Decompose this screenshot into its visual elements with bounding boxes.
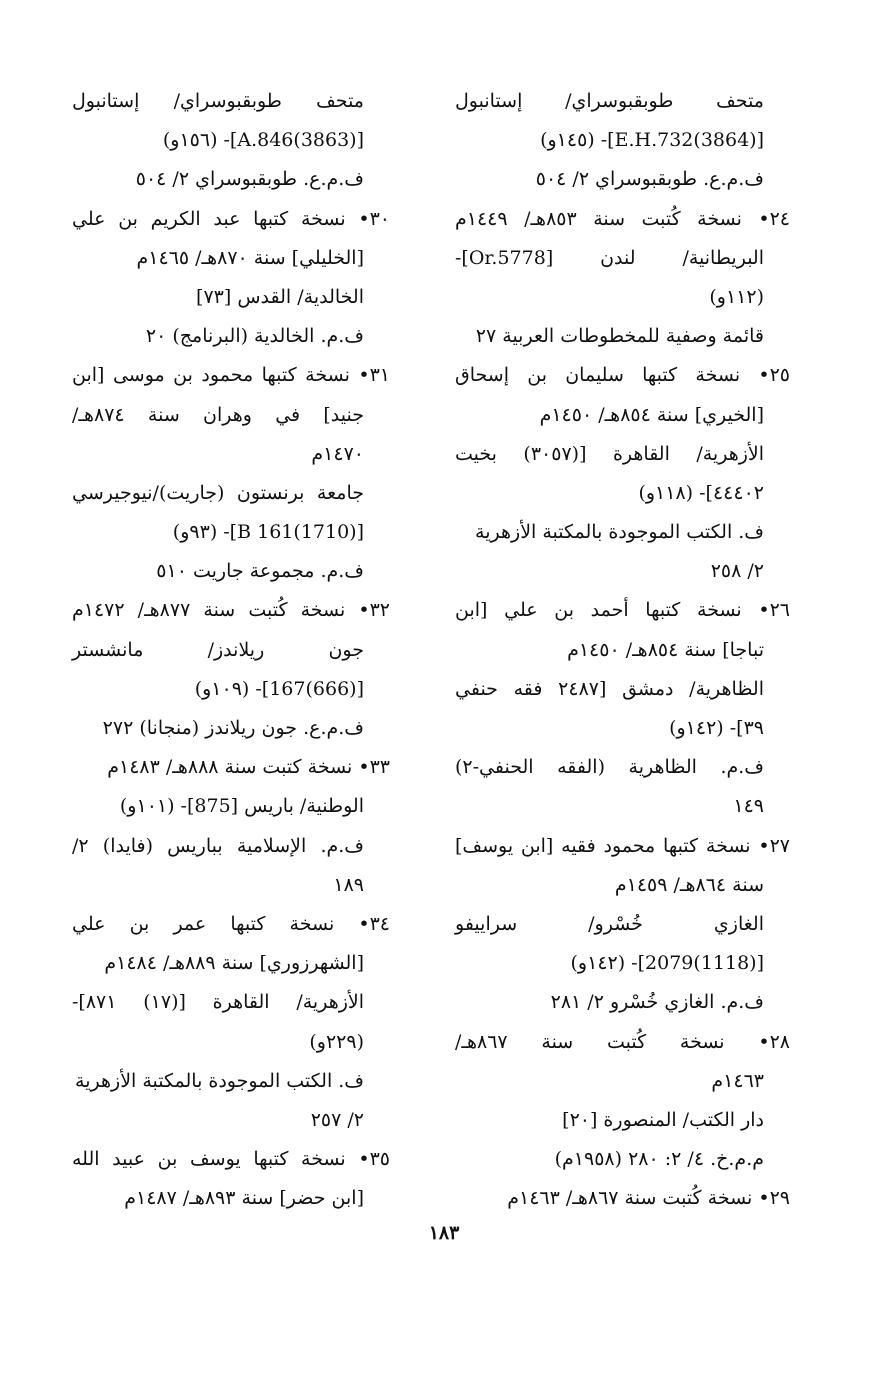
text-line: الخالدية/ القدس [٧٣] bbox=[196, 285, 364, 308]
text-line: (٢٢٩و) bbox=[309, 1030, 364, 1053]
entry-heading: ٢٦• نسخة كتبها أحمد بن علي [ابن bbox=[455, 599, 790, 622]
entry-heading: ٢٧• نسخة كتبها محمود فقيه [ابن يوسف] bbox=[455, 834, 790, 857]
entry-heading: ٢٤• نسخة كُتبت سنة ٨٥٣هـ/ ١٤٤٩م bbox=[455, 207, 790, 230]
text-line: البريطانية/ لندن [Or.5778]- bbox=[455, 246, 764, 269]
text-line: م.م.خ. ٤/ ٢: ٢٨٠ (١٩٥٨م) bbox=[554, 1148, 764, 1171]
text-line: [(3864)E.H.732]- (١٤٥و) bbox=[540, 129, 764, 152]
text-line: متحف طوبقبوسراي/ إستانبول bbox=[455, 90, 764, 112]
text-line: الأزهرية/ القاهرة [(٣٠٥٧) بخيت bbox=[455, 442, 764, 465]
entry-heading: ٣٣• نسخة كتبت سنة ٨٨٨هـ/ ١٤٨٣م bbox=[107, 756, 390, 779]
text-line: [الخليلي] سنة ٨٧٠هـ/ ١٤٦٥م bbox=[136, 246, 364, 269]
text-line: ٤٤٤٠٢]- (١١٨و) bbox=[638, 481, 764, 504]
text-line: ف.م. الظاهرية (الفقه الحنفي-٢) bbox=[455, 756, 764, 779]
page-number: ١٨٣ bbox=[428, 1222, 460, 1244]
text-line: ١٨٩ bbox=[333, 873, 364, 896]
text-line: ٢/ ٢٥٨ bbox=[710, 560, 764, 583]
text-line: الأزهرية/ القاهرة [(١٧) ٨٧١]- bbox=[72, 991, 364, 1014]
text-line: ف.م. الغازي خُسْرو ٢/ ٢٨١ bbox=[550, 991, 764, 1014]
text-line: متحف طوبقبوسراي/ إستانبول bbox=[72, 90, 364, 112]
text-line: ف.م. مجموعة جاريت ٥١٠ bbox=[156, 560, 364, 583]
text-line: قائمة وصفية للمخطوطات العربية ٢٧ bbox=[475, 325, 764, 348]
text-line: ٢/ ٢٥٧ bbox=[310, 1108, 364, 1131]
text-line: [(1118)2079]- (١٤٢و) bbox=[570, 952, 764, 975]
text-line: (١١٢و) bbox=[709, 285, 764, 308]
entry-heading: ٣٢• نسخة كُتبت سنة ٨٧٧هـ/ ١٤٧٢م bbox=[72, 599, 390, 622]
entry-heading: ٢٨• نسخة كُتبت سنة ٨٦٧هـ/ bbox=[455, 1030, 790, 1053]
text-line: جون ريلاندز/ مانشستر bbox=[72, 638, 364, 661]
text-line: [الشهرزوري] سنة ٨٨٩هـ/ ١٤٨٤م bbox=[104, 952, 364, 975]
text-line: ١٤٧٠م bbox=[311, 442, 364, 465]
entry-heading: ٣٠• نسخة كتبها عبد الكريم بن علي bbox=[72, 207, 390, 230]
text-line: دار الكتب/ المنصورة [٢٠] bbox=[562, 1108, 764, 1131]
text-line: ٣٩]- (١٤٢و) bbox=[669, 717, 764, 739]
text-line: الظاهرية/ دمشق [٢٤٨٧ فقه حنفي bbox=[455, 677, 764, 700]
text-line: [(1710)161 B]- (٩٣و) bbox=[172, 521, 364, 544]
text-line: ١٤٩ bbox=[733, 795, 764, 818]
text-line: ف. الكتب الموجودة بالمكتبة الأزهرية bbox=[75, 1069, 364, 1092]
text-line: ف.م.ع. طوبقبوسراي ٢/ ٥٠٤ bbox=[535, 168, 764, 191]
text-line: ف.م.ع. جون ريلاندز (منجانا) ٢٧٢ bbox=[102, 717, 364, 739]
entry-heading: ٢٥• نسخة كتبها سليمان بن إسحاق bbox=[455, 364, 790, 387]
text-line: ف.م. الإسلامية بباريس (فايدا) ٢/ bbox=[72, 834, 364, 857]
text-line: ف.م.ع. طوبقبوسراي ٢/ ٥٠٤ bbox=[135, 168, 364, 191]
text-line: جنيد] في وهران سنة ٨٧٤هـ/ bbox=[72, 403, 364, 426]
text-line: ف.م. الخالدية (البرنامج) ٢٠ bbox=[145, 325, 364, 348]
text-line: ١٤٦٣م bbox=[711, 1069, 764, 1092]
text-line: [ابن حضر] سنة ٨٩٣هـ/ ١٤٨٧م bbox=[124, 1187, 364, 1210]
entry-heading: ٣٥• نسخة كتبها يوسف بن عبيد الله bbox=[72, 1148, 390, 1171]
entry-heading: ٣٤• نسخة كتبها عمر بن علي bbox=[72, 912, 390, 935]
text-line: [الخيري] سنة ٨٥٤هـ/ ١٤٥٠م bbox=[539, 403, 764, 426]
text-line: ف. الكتب الموجودة بالمكتبة الأزهرية bbox=[475, 521, 764, 544]
entry-heading: ٣١• نسخة كتبها محمود بن موسى [ابن bbox=[72, 364, 390, 387]
right-column bbox=[455, 82, 790, 1218]
text-line: [(3863)A.846]- (١٥٦و) bbox=[162, 129, 364, 152]
text-line: سنة ٨٦٤هـ/ ١٤٥٩م bbox=[614, 873, 764, 896]
text-line: جامعة برنستون (جاريت)/نيوجيرسي bbox=[72, 481, 364, 504]
text-line: الوطنية/ باريس [875]- (١٠١و) bbox=[119, 795, 364, 818]
left-column bbox=[72, 82, 390, 1218]
entry-heading: ٢٩• نسخة كُتبت سنة ٨٦٧هـ/ ١٤٦٣م bbox=[507, 1187, 790, 1210]
text-line: الغازي خُسْرو/ سراييفو bbox=[455, 912, 764, 935]
text-line: [(666)167]- (١٠٩و) bbox=[194, 677, 364, 700]
text-line: تباجا] سنة ٨٥٤هـ/ ١٤٥٠م bbox=[567, 638, 764, 661]
